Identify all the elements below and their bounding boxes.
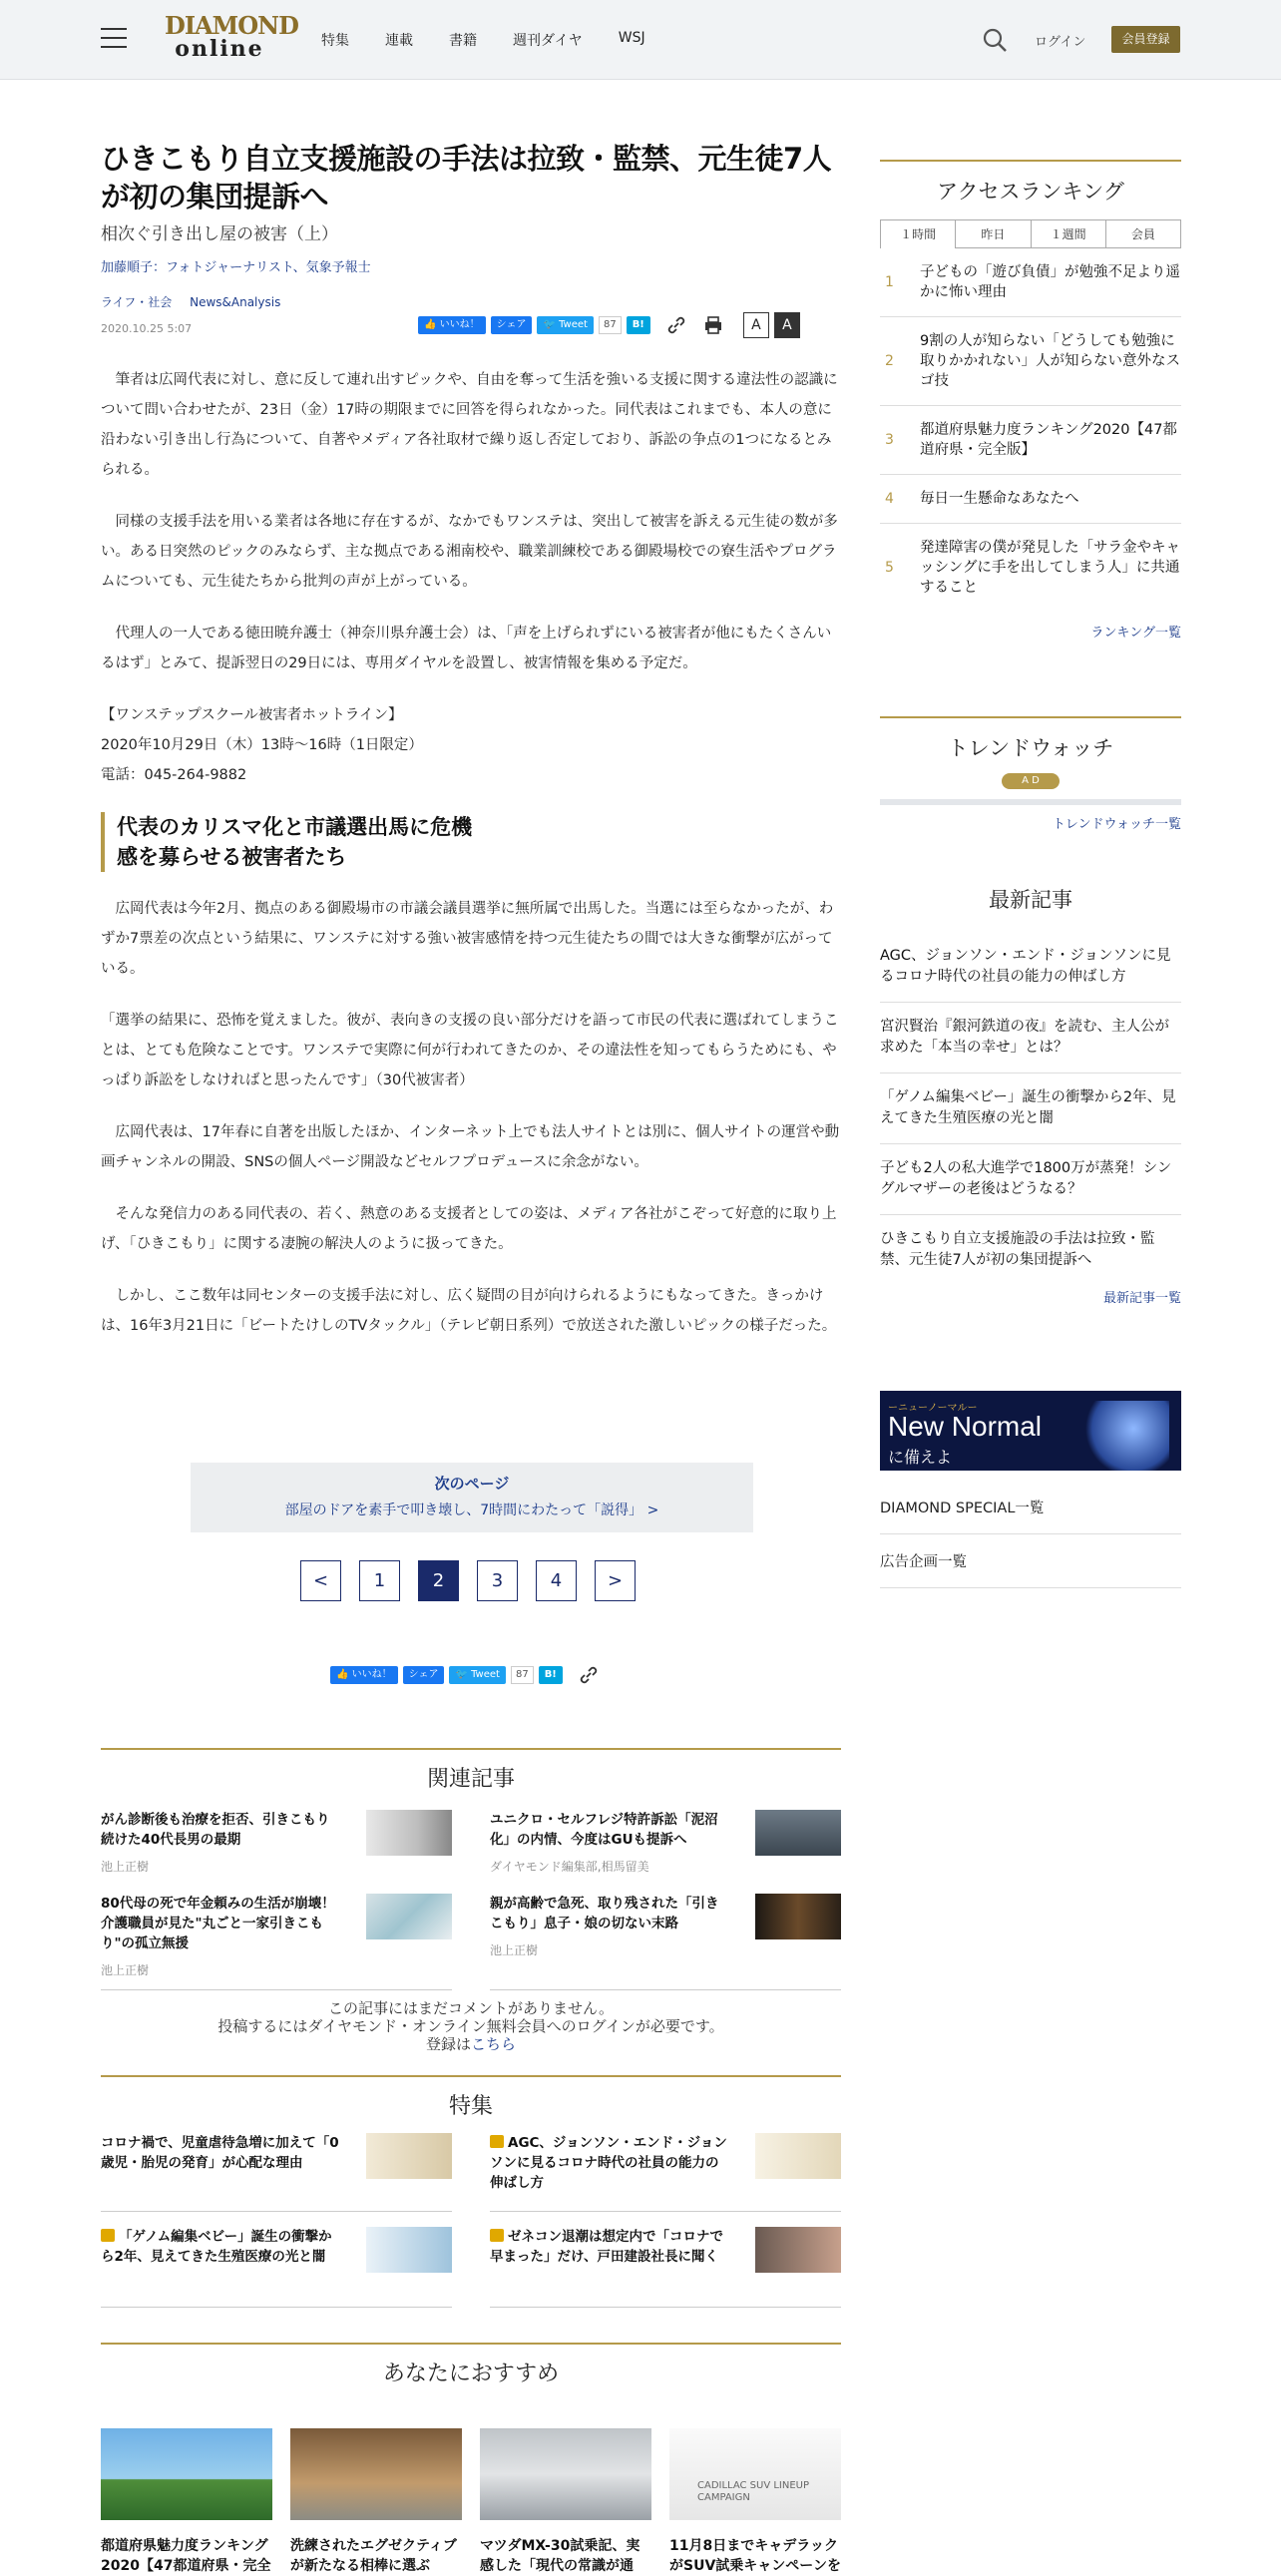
ranking-item[interactable] xyxy=(880,317,1181,406)
next-page-label: 次のページ xyxy=(434,1475,510,1493)
feature-title xyxy=(490,2227,729,2267)
lock-icon xyxy=(490,2229,504,2242)
recommend-thumbnail xyxy=(101,2428,272,2520)
related-heading: 関連記事 xyxy=(426,1767,515,1792)
page-button-current[interactable]: 2 xyxy=(418,1560,459,1601)
rank-title: 毎日一生懸命なあなたへ xyxy=(920,491,1079,507)
page-button[interactable]: 4 xyxy=(536,1560,577,1601)
rank-title: 子どもの「遊び負債」が勉強不足より遥かに怖い理由 xyxy=(920,264,1180,300)
ranking-more-link[interactable]: ランキング一覧 xyxy=(1090,626,1181,641)
recommend-title: 都道府県魅力度ランキング2020【47都道府県・完全 xyxy=(101,2538,271,2574)
next-page-title: 部屋のドアを素手で叩き壊し、7時間にわたって「説得」 > xyxy=(284,1503,659,1518)
next-page-box[interactable] xyxy=(191,1463,753,1532)
page-prev-button[interactable]: < xyxy=(300,1560,341,1601)
tweet-label: Tweet xyxy=(471,1669,500,1680)
feature-heading: 特集 xyxy=(448,2094,493,2119)
article-author[interactable]: 加藤順子：フォトジャーナリスト、気象予報士 xyxy=(101,260,371,275)
recommend-title: 11月8日までキャデラックがSUV試乗キャンペーンを xyxy=(669,2538,842,2574)
ranking-item[interactable] xyxy=(880,406,1181,475)
comment-line xyxy=(101,2035,841,2053)
related-item[interactable] xyxy=(101,1894,452,1993)
rank-number: 4 xyxy=(885,491,894,507)
feature-thumbnail xyxy=(366,2133,452,2179)
lock-icon xyxy=(101,2229,115,2242)
rank-title: 都道府県魅力度ランキング2020【47都道府県・完全版】 xyxy=(920,422,1177,458)
hotline-phone: 電話：045-264-9882 xyxy=(101,767,247,783)
tweet-button[interactable]: 🐦 Tweet xyxy=(537,316,594,334)
link-icon[interactable] xyxy=(665,314,687,336)
page-button[interactable]: 3 xyxy=(477,1560,518,1601)
hatena-bookmark-button[interactable]: B! xyxy=(627,316,650,334)
banner-title: New Normal xyxy=(888,1411,1043,1442)
article-column xyxy=(101,140,842,2574)
tweet-count: 87 xyxy=(511,1666,534,1684)
recommend-item[interactable] xyxy=(290,2428,462,2576)
ranking-item[interactable] xyxy=(880,524,1181,612)
recommend-heading: あなたにおすすめ xyxy=(382,2361,560,2386)
share-bar-top xyxy=(418,312,800,338)
feature-thumbnail xyxy=(366,2227,452,2273)
trend-watch xyxy=(880,716,1181,832)
rank-title: 9割の人が知らない「どうしても勉強に取りかかれない」人が知らない意外なスゴ技 xyxy=(920,333,1180,389)
feature-item[interactable] xyxy=(490,2227,841,2297)
recommend-thumbnail xyxy=(290,2428,462,2520)
latest-articles xyxy=(880,884,1181,1306)
hatena-bookmark-button[interactable]: B! xyxy=(539,1666,563,1684)
ad-badge: A D xyxy=(1002,773,1060,789)
related-title: がん診断後も治療を拒否、引きこもり続けた40代長男の最期 xyxy=(101,1812,330,1848)
paragraph: 代理人の一人である徳田暁弁護士（神奈川県弁護士会）は、「声を上げられずにいる被害者が他にもたくさんいるはず」とみて、提訴翌日の29日には、専用ダイヤルを設置し、被害情報を集める予定だ。 xyxy=(101,626,832,671)
latest-more-link[interactable]: 最新記事一覧 xyxy=(1102,1291,1181,1306)
ranking-tabs xyxy=(880,219,1181,248)
tweet-button[interactable]: 🐦 Tweet xyxy=(449,1666,506,1684)
like-label: いいね！ xyxy=(351,1669,392,1680)
register-prefix: 登録は xyxy=(425,2035,471,2053)
recommend-item[interactable] xyxy=(669,2428,841,2576)
nav-item-weekly[interactable]: 週刊ダイヤ xyxy=(513,33,583,49)
ranking-item[interactable] xyxy=(880,475,1181,524)
access-ranking xyxy=(880,160,1181,641)
nav-item-series[interactable]: 連載 xyxy=(385,33,413,49)
feature-title-text: ゼネコン退潮は想定内で「コロナで早まった」だけ、戸田建設社長に聞く xyxy=(490,2229,723,2265)
related-author: 池上正樹 xyxy=(101,1963,150,1977)
ranking-heading: アクセスランキング xyxy=(937,180,1124,204)
facebook-like-button[interactable]: 👍 いいね！ xyxy=(330,1666,398,1684)
feature-title xyxy=(101,2227,340,2267)
trend-divider xyxy=(880,799,1181,805)
login-link[interactable]: ログイン xyxy=(1035,35,1086,50)
latest-item[interactable]: 「ゲノム編集ベビー」誕生の衝撃から2年、見えてきた生殖医療の光と闇 xyxy=(880,1073,1181,1144)
latest-item[interactable]: 宮沢賢治『銀河鉄道の夜』を読む、主人公が求めた「本当の幸せ」とは？ xyxy=(880,1003,1181,1073)
banner-subtitle: に備えよ xyxy=(888,1448,953,1467)
article-tags xyxy=(101,293,841,310)
lock-icon xyxy=(490,2135,504,2148)
new-normal-banner-area xyxy=(880,1391,1181,1588)
feature-thumbnail xyxy=(755,2227,841,2273)
facebook-share-button[interactable]: シェア xyxy=(491,316,533,334)
recommend-title: マツダMX-30試乗記、実感した「現代の常識が通 xyxy=(480,2538,640,2574)
latest-item[interactable]: 子ども2人の私大進学で1800万が蒸発！シングルマザーの老後はどうなる？ xyxy=(880,1144,1181,1215)
share-bar-bottom xyxy=(330,1664,600,1686)
paragraph: 同様の支援手法を用いる業者は各地に存在するが、なかでもワンステは、突出して被害を訴える元生徒の数が多い。ある日突然のピックのみならず、主な拠点である湘南校や、職業訓練校である御殿場校での寮生活やプログラムについても、元生徒たちから批判の声が上がっている。 xyxy=(101,514,838,590)
pagination xyxy=(300,1560,636,1601)
tweet-label: Tweet xyxy=(559,319,588,330)
section-heading: 代表のカリスマ化と市議選出馬に危機感を募らせる被害者たち xyxy=(101,812,480,872)
new-normal-banner[interactable] xyxy=(880,1391,1181,1471)
trend-more-link[interactable]: トレンドウォッチ一覧 xyxy=(1052,817,1181,832)
recommend-title: 洗練されたエグゼクティブが新たなる相棒に選ぶ xyxy=(290,2538,457,2574)
comment-line: この記事にはまだコメントがありません。 xyxy=(328,1999,614,2017)
rank-title: 発達障害の僕が発見した「サラ金やキャッシングに手を出してしまう人」に共通すること xyxy=(920,540,1180,596)
recommend-section xyxy=(101,2343,842,2574)
link-icon[interactable] xyxy=(578,1664,600,1686)
latest-item[interactable]: AGC、ジョンソン・エンド・ジョンソンに見るコロナ時代の社員の能力の伸ばし方 xyxy=(880,932,1181,1003)
related-title: 親が高齢で急死、取り残された「引きこもり」息子・娘の切ない末路 xyxy=(490,1896,719,1932)
related-author: 池上正樹 xyxy=(490,1943,539,1957)
paragraph: 広岡代表は今年2月、拠点のある御殿場市の市議会議員選挙に無所属で出馬した。当選には至らなかったが、わずか7票差の次点という結果に、ワンステに対する強い被害感情を持つ元生徒たちの間では大きな衝撃が広がっている。 xyxy=(101,901,834,977)
feature-title: コロナ禍で、児童虐待急増に加えて「0歳児・胎児の発育」が心配な理由 xyxy=(101,2135,339,2171)
related-item[interactable] xyxy=(490,1894,841,1993)
article-body xyxy=(101,365,841,1363)
robot-illustration xyxy=(1079,1401,1169,1471)
nav-item-feature[interactable]: 特集 xyxy=(321,33,349,49)
comment-notice xyxy=(101,1999,841,2053)
tag-link[interactable]: News&Analysis xyxy=(190,295,281,309)
recommend-item[interactable] xyxy=(480,2428,651,2576)
trend-heading: トレンドウォッチ xyxy=(947,736,1114,760)
paragraph: 広岡代表は、17年春に自著を出版したほか、インターネット上でも法人サイトとは別に、個人サイトの運営や動画チャンネルの開設、SNSの個人ページ開設などセルフプロデュースに余念がない。 xyxy=(101,1124,840,1170)
rank-number: 1 xyxy=(885,274,894,290)
quote-paragraph: 「選挙の結果に、恐怖を覚えました。彼が、表向きの支援の良い部分だけを語って市民の代表に選ばれてしまうことは、とても危険なことです。ワンステで実際に何が行われてきたのか、その違法性を知ってもらうためにも、やっぱり訴訟をしなければと思ったんです」（30代被害者） xyxy=(101,1013,839,1088)
register-button[interactable]: 会員登録 xyxy=(1111,26,1180,53)
latest-heading: 最新記事 xyxy=(989,888,1072,912)
recommend-thumbnail xyxy=(480,2428,651,2520)
nav-item-books[interactable]: 書籍 xyxy=(449,33,477,49)
tab-members[interactable]: 会員 xyxy=(1106,220,1181,248)
paragraph: そんな発信力のある同代表の、若く、熱意のある支援者としての姿は、メディア各社がこぞって好意的に取り上げ、「ひきこもり」に関する凄腕の解決人のように扱ってきた。 xyxy=(101,1206,837,1252)
font-size-large-button[interactable]: A xyxy=(774,312,800,338)
search-icon[interactable] xyxy=(982,27,1008,53)
recommend-item[interactable] xyxy=(101,2428,272,2576)
feature-item[interactable] xyxy=(101,2133,452,2203)
feature-item[interactable] xyxy=(490,2133,841,2203)
diamond-special-link[interactable]: DIAMOND SPECIAL一覧 xyxy=(880,1481,1181,1534)
tab-1week[interactable]: １週間 xyxy=(1032,220,1106,248)
ad-image-text: CADILLAC SUV LINEUP CAMPAIGN xyxy=(697,2480,810,2503)
logo-text-bottom: online xyxy=(175,36,264,62)
feature-thumbnail xyxy=(755,2133,841,2179)
feature-title-text: 「ゲノム編集ベビー」誕生の衝撃から2年、見えてきた生殖医療の光と闇 xyxy=(101,2229,332,2265)
feature-title xyxy=(490,2133,729,2193)
article-date: 2020.10.25 5:07 xyxy=(101,322,193,335)
hotline-date: 2020年10月29日（木）13時〜16時（1日限定） xyxy=(101,737,423,753)
font-size-normal-button[interactable]: A xyxy=(743,312,769,338)
tab-1hour[interactable]: １時間 xyxy=(881,220,956,248)
recommend-thumbnail xyxy=(669,2428,841,2520)
article-subtitle: 相次ぐ引き出し屋の被害（上） xyxy=(101,224,338,244)
rank-number: 5 xyxy=(885,560,894,576)
rank-number: 2 xyxy=(885,353,894,369)
related-author: 池上正樹 xyxy=(101,1860,150,1874)
nav-item-wsj[interactable]: WSJ xyxy=(618,30,645,46)
ranking-item[interactable] xyxy=(880,248,1181,317)
main-nav xyxy=(321,30,681,50)
related-thumbnail xyxy=(755,1810,841,1856)
page-button[interactable]: 1 xyxy=(359,1560,400,1601)
related-author: ダイヤモンド編集部,相馬留美 xyxy=(490,1860,649,1874)
article-title: ひきこもり自立支援施設の手法は拉致・監禁、元生徒7人が初の集団提訴へ xyxy=(101,142,832,214)
page-next-button[interactable]: > xyxy=(595,1560,636,1601)
paragraph: 筆者は広岡代表に対し、意に反して連れ出すピックや、自由を奪って生活を強いる支援に関する違法性の認識について問い合わせたが、23日（金）17時の期限までに回答を得られなかった。同代表はこれまでも、本人の意に沿わない引き出し行為について、自著やメディア各社取材で繰り返し否定しており、訴訟の争点の1つになるとみられる。 xyxy=(101,372,838,478)
paragraph: しかし、ここ数年は同センターの支援手法に対し、広く疑問の目が向けられるようにもなってきた。きっかけは、16年3月21日に「ビートたけしのTVタックル」（テレビ朝日系列）で放送された激しいピックの様子だった。 xyxy=(101,1288,837,1334)
facebook-like-button[interactable]: 👍 いいね！ xyxy=(418,316,486,334)
print-icon[interactable] xyxy=(702,314,724,336)
tweet-count: 87 xyxy=(599,316,622,334)
site-logo[interactable] xyxy=(165,11,298,64)
hotline-title: 【ワンステップスクール被害者ホットライン】 xyxy=(101,707,403,723)
related-thumbnail xyxy=(755,1894,841,1939)
feature-item[interactable] xyxy=(101,2227,452,2297)
related-thumbnail xyxy=(366,1894,452,1939)
feature-title-text: AGC、ジョンソン・エンド・ジョンソンに見るコロナ時代の社員の能力の伸ばし方 xyxy=(490,2135,727,2191)
logo-text-top: DIAMOND xyxy=(165,11,298,40)
facebook-share-button[interactable]: シェア xyxy=(403,1666,445,1684)
related-title: 80代母の死で年金頼みの生活が崩壊！介護職員が見た"丸ごと一家引きこもり"の孤立無援 xyxy=(101,1896,335,1951)
rank-number: 3 xyxy=(885,432,894,448)
menu-icon[interactable] xyxy=(101,28,127,50)
tab-yesterday[interactable]: 昨日 xyxy=(956,220,1031,248)
banner-subtext: ーニューノーマルー xyxy=(888,1403,978,1414)
ad-planning-link[interactable]: 広告企画一覧 xyxy=(880,1534,1181,1588)
register-link[interactable]: こちら xyxy=(471,2035,517,2053)
latest-item[interactable]: ひきこもり自立支援施設の手法は拉致・監禁、元生徒7人が初の集団提訴へ xyxy=(880,1231,1155,1268)
like-label: いいね！ xyxy=(439,319,480,330)
comment-line: 投稿するにはダイヤモンド・オンライン無料会員へのログインが必要です。 xyxy=(217,2017,724,2035)
site-header xyxy=(0,0,1281,80)
related-title: ユニクロ・セルフレジ特許訴訟「泥沼化」の内情、今度はGUも提訴へ xyxy=(490,1812,718,1848)
tag-link[interactable]: ライフ・社会 xyxy=(101,295,173,309)
related-thumbnail xyxy=(366,1810,452,1856)
